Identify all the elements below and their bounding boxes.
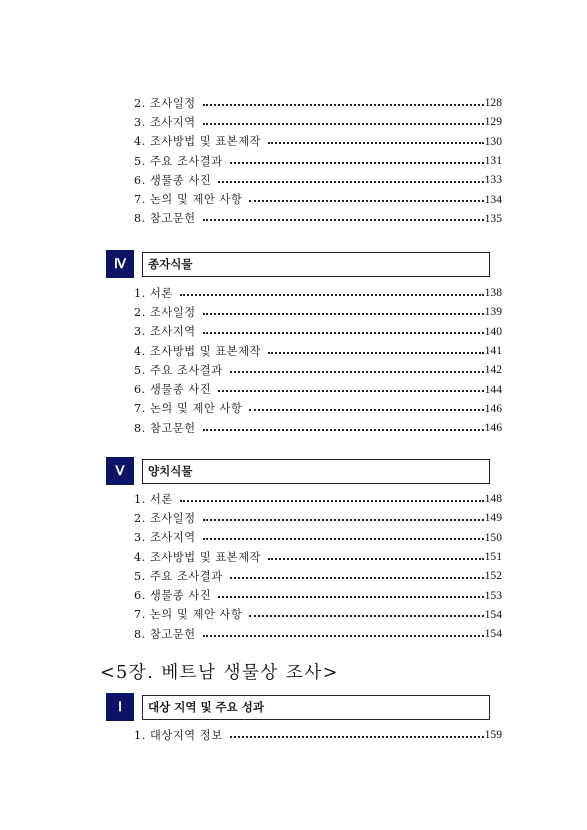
section-number-badge: Ⅳ — [106, 250, 134, 278]
toc-entry-label: 7. 논의 및 제안 사항 — [134, 402, 243, 416]
toc-entry-page: 154 — [484, 627, 502, 641]
toc-entry-page: 150 — [484, 530, 502, 544]
toc-entry-page: 139 — [484, 305, 502, 319]
toc-entry-label: 2. 조사일정 — [134, 96, 196, 110]
toc-leader-dots — [203, 429, 484, 431]
toc-entry-page: 138 — [484, 286, 502, 300]
toc-entry[interactable] — [134, 322, 502, 341]
toc-entry-page: 128 — [484, 96, 502, 110]
toc-leader-dots — [180, 500, 484, 502]
toc-entry[interactable] — [134, 508, 502, 527]
toc-entry-page: 144 — [484, 382, 502, 396]
toc-leader-dots — [180, 294, 484, 296]
toc-entry-page: 149 — [484, 511, 502, 525]
toc-entry-label: 6. 생물종 사진 — [134, 589, 212, 603]
toc-entry-page: 153 — [484, 588, 502, 602]
toc-entry-label: 4. 조사방법 및 표본제작 — [134, 550, 262, 564]
toc-entry[interactable] — [134, 547, 502, 566]
toc-entry-label: 1. 서론 — [134, 286, 173, 300]
toc-entry-page: 151 — [484, 550, 502, 564]
toc-entry-page: 154 — [484, 607, 502, 621]
toc-entry[interactable] — [134, 489, 502, 508]
toc-entry-label: 2. 조사일정 — [134, 305, 196, 319]
toc-entry-label: 8. 참고문헌 — [134, 212, 196, 226]
toc-entry-label: 5. 주요 조사결과 — [134, 154, 223, 168]
toc-leader-dots — [218, 596, 483, 598]
section-title: 양치식물 — [142, 459, 490, 484]
toc-entry-page: 131 — [484, 154, 502, 168]
toc-entry-label: 5. 주요 조사결과 — [134, 569, 223, 583]
toc-entry[interactable] — [134, 112, 502, 131]
toc-entry-page: 159 — [484, 728, 502, 742]
toc-entry-page: 130 — [484, 134, 502, 148]
toc-entry[interactable] — [134, 170, 502, 189]
toc-list-chapter5-section-i — [134, 725, 502, 744]
toc-entry[interactable] — [134, 302, 502, 321]
toc-entry[interactable] — [134, 209, 502, 228]
toc-leader-dots — [249, 200, 483, 202]
toc-list-section-iv — [134, 283, 502, 437]
toc-leader-dots — [203, 519, 484, 521]
toc-leader-dots — [203, 538, 484, 540]
toc-leader-dots — [268, 352, 484, 354]
toc-leader-dots — [230, 162, 484, 164]
toc-entry[interactable] — [134, 418, 502, 437]
toc-entry[interactable] — [134, 725, 502, 744]
toc-entry-page: 141 — [484, 344, 502, 358]
toc-entry-label: 3. 조사지역 — [134, 115, 196, 129]
toc-leader-dots — [203, 104, 484, 106]
toc-entry[interactable] — [134, 189, 502, 208]
toc-entry-label: 1. 서론 — [134, 492, 173, 506]
toc-entry-page: 146 — [484, 421, 502, 435]
toc-entry-page: 140 — [484, 324, 502, 338]
toc-entry[interactable] — [134, 624, 502, 643]
toc-entry-label: 3. 조사지역 — [134, 531, 196, 545]
toc-entry-page: 133 — [484, 173, 502, 187]
toc-entry[interactable] — [134, 566, 502, 585]
toc-entry-page: 134 — [484, 192, 502, 206]
toc-entry[interactable] — [134, 399, 502, 418]
toc-leader-dots — [249, 409, 483, 411]
toc-entry-label: 7. 논의 및 제안 사항 — [134, 608, 243, 622]
toc-entry[interactable] — [134, 151, 502, 170]
toc-leader-dots — [218, 181, 483, 183]
toc-entry[interactable] — [134, 585, 502, 604]
toc-leader-dots — [230, 736, 484, 738]
toc-entry[interactable] — [134, 379, 502, 398]
toc-leader-dots — [249, 615, 483, 617]
toc-entry[interactable] — [134, 132, 502, 151]
toc-entry-page: 148 — [484, 492, 502, 506]
toc-entry[interactable] — [134, 528, 502, 547]
section-title: 종자식물 — [142, 252, 490, 277]
section-header-i[interactable] — [106, 693, 490, 721]
toc-list-previous-section — [134, 93, 502, 228]
toc-list-section-v — [134, 489, 502, 643]
toc-entry-label: 5. 주요 조사결과 — [134, 363, 223, 377]
toc-leader-dots — [203, 123, 484, 125]
toc-entry-label: 1. 대상지역 정보 — [134, 728, 223, 742]
section-title: 대상 지역 및 주요 성과 — [142, 695, 490, 720]
toc-entry[interactable] — [134, 283, 502, 302]
toc-entry-page: 135 — [484, 211, 502, 225]
toc-entry-page: 129 — [484, 115, 502, 129]
toc-leader-dots — [230, 577, 484, 579]
toc-entry-page: 146 — [484, 401, 502, 415]
toc-entry-label: 8. 참고문헌 — [134, 627, 196, 641]
toc-entry[interactable] — [134, 605, 502, 624]
toc-entry-page: 152 — [484, 569, 502, 583]
toc-entry-label: 8. 참고문헌 — [134, 421, 196, 435]
toc-entry-label: 2. 조사일정 — [134, 511, 196, 525]
section-number-badge: Ⅰ — [106, 693, 134, 721]
toc-entry-label: 6. 생물종 사진 — [134, 173, 212, 187]
section-number-badge: Ⅴ — [106, 457, 134, 485]
toc-leader-dots — [230, 371, 484, 373]
section-header-iv[interactable] — [106, 250, 490, 278]
toc-entry-label: 4. 조사방법 및 표본제작 — [134, 135, 262, 149]
toc-leader-dots — [203, 313, 484, 315]
toc-leader-dots — [268, 142, 484, 144]
toc-entry-label: 6. 생물종 사진 — [134, 383, 212, 397]
toc-entry-label: 4. 조사방법 및 표본제작 — [134, 344, 262, 358]
toc-entry-label: 3. 조사지역 — [134, 325, 196, 339]
toc-entry[interactable] — [134, 341, 502, 360]
toc-leader-dots — [203, 635, 484, 637]
toc-leader-dots — [268, 558, 484, 560]
toc-leader-dots — [218, 390, 483, 392]
toc-entry-page: 142 — [484, 363, 502, 377]
toc-entry-label: 7. 논의 및 제안 사항 — [134, 193, 243, 207]
toc-entry[interactable] — [134, 360, 502, 379]
chapter-title: <5장. 베트남 생물상 조사> — [100, 663, 339, 683]
toc-entry[interactable] — [134, 93, 502, 112]
toc-leader-dots — [203, 332, 484, 334]
section-header-v[interactable] — [106, 457, 490, 485]
toc-leader-dots — [203, 219, 484, 221]
